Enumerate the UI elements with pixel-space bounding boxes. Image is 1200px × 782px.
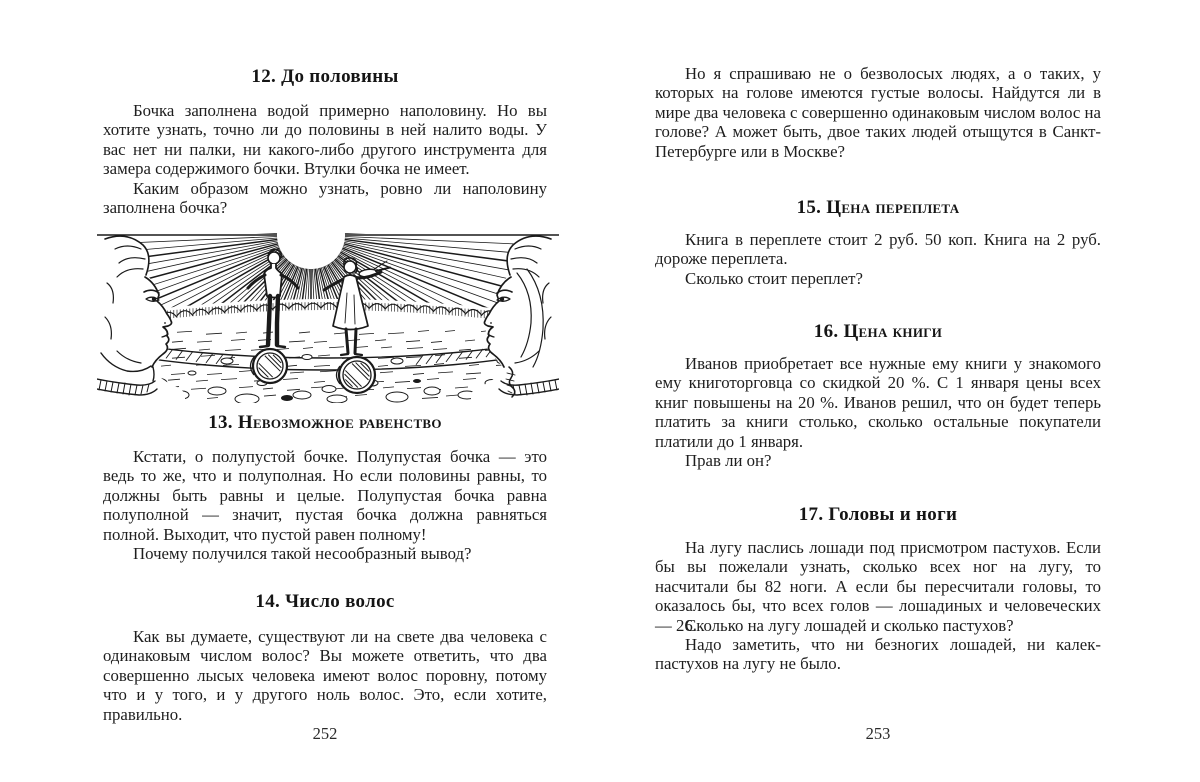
paragraph: Каким образом можно узнать, ровно ли наполовину заполнена бочка? [103,179,547,218]
paragraph: Иванов приобретает все нужные ему книги у знакомого ему книготорговца со скидкой 20 %. С 1 января цены всех книг повышены на 20 %. Иванов решил, что он будет теперь платить за книги столько, сколько остальные покупатели платили до 1 января. [655,354,1101,451]
paragraph: Почему получился такой несообразный вывод? [133,544,472,563]
paragraph: На лугу паслись лошади под присмотром пастухов. Если бы вы пожелали узнать, сколько всех ног на лугу, то насчитали бы 82 ноги. А если бы пересчитали головы, то оказалось бы, что всех голов — лошадиных и человеческих — 26. [655,538,1101,635]
section-title-14: 14. Число волос [255,591,395,612]
right-page [655,0,1101,782]
paragraph: Сколько на лугу лошадей и сколько пастухов? [685,616,1014,635]
section-title-13: 13. Невозможное равенство [208,412,442,433]
section-title-16: 16. Цена книги [813,321,943,342]
paragraph: Надо заметить, что ни безногих лошадей, ни калек-пастухов на лугу не было. [655,635,1101,674]
section-title-12: 12. До половины [251,66,399,87]
page-number: 252 [312,724,338,743]
paragraph: Прав ли он? [685,451,772,470]
paragraph: Сколько стоит переплет? [685,269,863,288]
paragraph: Кстати, о полупустой бочке. Полупустая бочка — это ведь то же, что и полуполная. Но если половины равны, то должны быть равны и целые. Полупустая бочка равна полуполной — значит, пустая бочка должна равняться полной. Выходит, что пустой равен полному! [103,447,547,544]
paragraph: Бочка заполнена водой примерно наполовину. Но вы хотите узнать, точно ли до половины в ней налито воды. У вас нет ни палки, ни какого-либо другого инструмента для замера содержимого бочки. Втулки бочка не имеет. [103,101,547,179]
illustration-svg [97,233,559,403]
paragraph-continuation-14: Но я спрашиваю не о безволосых людях, а о таких, у которых на голове имеются густые волосы. Найдутся ли в мире два человека с совершенно одинаковым числом волос на голове? А может быть, двое таких людей отыщутся в Санкт-Петербурге или в Москве? [655,64,1101,161]
paragraph: Книга в переплете стоит 2 руб. 50 коп. Книга на 2 руб. дороже переплета. [655,230,1101,269]
left-page [103,0,547,782]
barrel-balance-illustration [97,233,559,403]
section-title-17: 17. Головы и ноги [798,504,958,525]
section-title-15: 15. Цена переплета [796,197,960,218]
page-number: 253 [865,724,891,743]
paragraph: Как вы думаете, существуют ли на свете два человека с одинаковым числом волос? Вы можете ответить, что два совершенно лысых человека имеют волос поровну, потому что и у того, и у другого ноль волос. Это, если хотите, правильно. [103,627,547,724]
